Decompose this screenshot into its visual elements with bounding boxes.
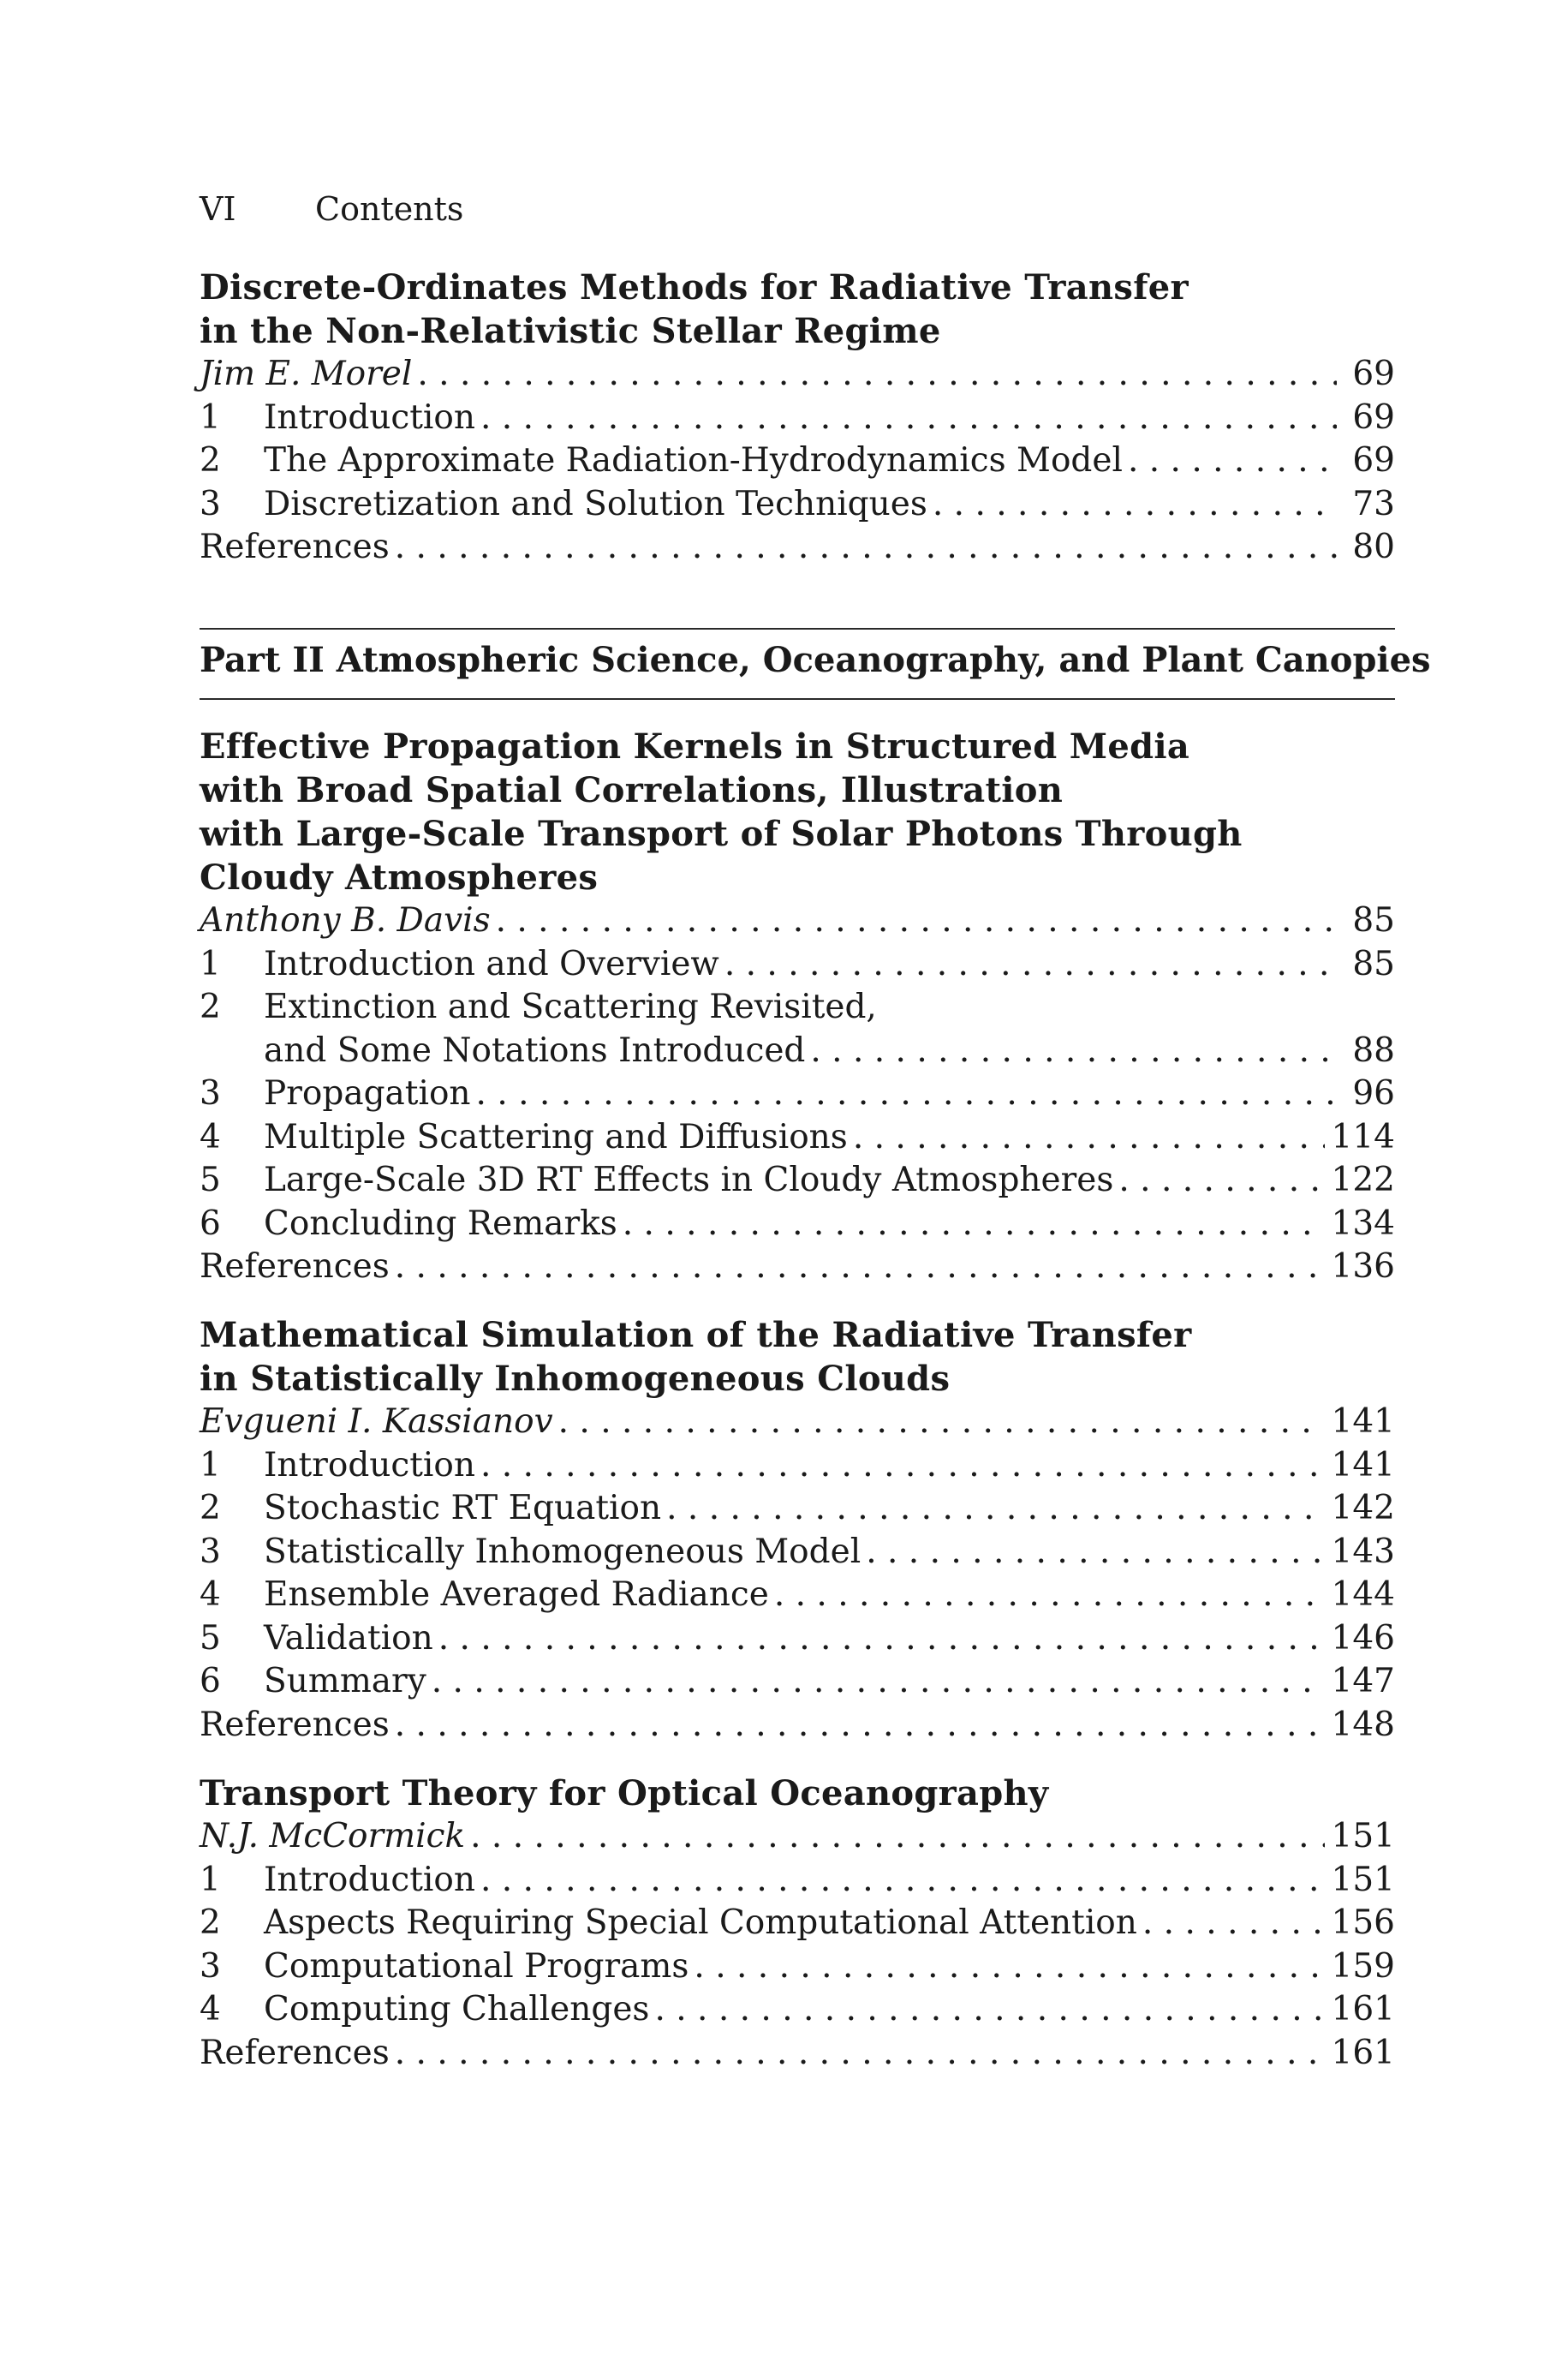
page-ref: 148 (1331, 1705, 1395, 1744)
leader-dots (866, 1531, 1324, 1574)
section-number: 6 (200, 1662, 221, 1700)
section-number: 3 (200, 1074, 221, 1113)
toc-chapter-kassianov (200, 1313, 1395, 1747)
section-title: Introduction (264, 1445, 475, 1485)
section-title: Propagation (264, 1074, 471, 1113)
leader-dots (774, 1574, 1325, 1617)
leader-dots (480, 1444, 1325, 1488)
section-title: Ensemble Averaged Radiance (264, 1575, 769, 1614)
chapter-title: Mathematical Simulation of the Radiative Transfer (200, 1315, 1192, 1355)
author-name: N.J. McCormick (200, 1817, 466, 1855)
toc-entry[interactable] (200, 1902, 1395, 1945)
section-number: 3 (200, 484, 221, 523)
running-head (200, 188, 463, 230)
references-label: References (200, 1705, 390, 1744)
section-number: 4 (200, 1990, 221, 2028)
page-ref: 136 (1331, 1247, 1395, 1286)
running-title: Contents (315, 190, 464, 228)
section-number: 4 (200, 1117, 221, 1156)
chapter-title: Discrete-Ordinates Methods for Radiative Transfer (200, 267, 1189, 308)
page-ref: 88 (1352, 1031, 1395, 1070)
page-ref: 69 (1352, 355, 1395, 393)
references-label: References (200, 1247, 390, 1286)
page-ref: 147 (1331, 1662, 1395, 1700)
page-number: VI (200, 190, 236, 228)
leader-dots (480, 397, 1337, 440)
toc-entry[interactable] (200, 1444, 1395, 1488)
chapter-title: in the Non-Relativistic Stellar Regime (200, 311, 941, 351)
page-ref: 69 (1352, 441, 1395, 480)
toc-entry[interactable] (200, 1988, 1395, 2032)
page-ref: 159 (1331, 1946, 1395, 1986)
author-line[interactable] (200, 1815, 1395, 1859)
toc-chapter-morel (200, 266, 1395, 570)
leader-dots (496, 899, 1337, 943)
page-ref: 134 (1331, 1204, 1395, 1243)
page-ref: 156 (1331, 1903, 1395, 1942)
toc-entry[interactable] (200, 439, 1395, 483)
toc-entry[interactable] (200, 986, 1395, 1030)
chapter-title: Cloudy Atmospheres (200, 857, 599, 898)
section-number: 3 (200, 1532, 221, 1571)
leader-dots (432, 1660, 1325, 1704)
leader-dots (654, 1988, 1324, 2032)
section-title: Computing Challenges (264, 1990, 650, 2028)
chapter-title: Transport Theory for Optical Oceanography (200, 1773, 1049, 1813)
toc-entry[interactable] (200, 1203, 1395, 1246)
references-label: References (200, 2033, 390, 2072)
toc-entry-references[interactable] (200, 1704, 1395, 1748)
section-number: 1 (200, 1860, 221, 1899)
page-ref: 85 (1352, 901, 1395, 940)
chapter-title: Effective Propagation Kernels in Structured Media (200, 726, 1190, 767)
toc-entry[interactable] (200, 1945, 1395, 1989)
toc-entry[interactable] (200, 943, 1395, 987)
section-number: 4 (200, 1575, 221, 1614)
toc-entry[interactable] (200, 1531, 1395, 1574)
part-rule-bottom (200, 698, 1395, 700)
page-ref: 151 (1331, 1860, 1395, 1899)
page-ref: 141 (1331, 1445, 1395, 1485)
toc-chapter-mccormick (200, 1772, 1395, 2075)
leader-dots (1128, 439, 1337, 483)
toc-entry[interactable] (200, 1116, 1395, 1160)
page-ref: 146 (1331, 1618, 1395, 1658)
leader-dots (810, 1030, 1337, 1073)
page-ref: 161 (1331, 1990, 1395, 2028)
section-title: Discretization and Solution Techniques (264, 484, 927, 523)
toc-entry[interactable] (200, 1574, 1395, 1617)
chapter-title: with Broad Spatial Correlations, Illustration (200, 770, 1064, 810)
page-ref: 96 (1352, 1074, 1395, 1113)
toc-entry-references[interactable] (200, 526, 1395, 570)
references-label: References (200, 528, 390, 566)
page-ref: 142 (1331, 1489, 1395, 1527)
section-title: Introduction (264, 397, 475, 437)
leader-dots (395, 526, 1337, 570)
leader-dots (558, 1401, 1325, 1444)
section-number: 2 (200, 441, 221, 480)
leader-dots (623, 1203, 1325, 1246)
leader-dots (438, 1617, 1325, 1661)
page-ref: 151 (1331, 1817, 1395, 1855)
author-line[interactable] (200, 1401, 1395, 1444)
author-name: Anthony B. Davis (200, 901, 491, 940)
chapter-title: with Large-Scale Transport of Solar Photons Through (200, 814, 1243, 854)
page-ref: 69 (1352, 397, 1395, 437)
leader-dots (476, 1072, 1337, 1116)
section-title: Introduction and Overview (264, 944, 719, 983)
leader-dots (1118, 1159, 1324, 1203)
section-number: 3 (200, 1946, 221, 1986)
section-number: 5 (200, 1161, 221, 1199)
toc-entry-references[interactable] (200, 2032, 1395, 2076)
section-number: 1 (200, 397, 221, 437)
leader-dots (470, 1815, 1324, 1859)
section-number: 5 (200, 1618, 221, 1658)
section-number: 1 (200, 1445, 221, 1485)
page-ref: 122 (1331, 1161, 1395, 1199)
page-ref: 73 (1352, 484, 1395, 523)
toc-entry[interactable] (200, 1617, 1395, 1661)
toc-entry[interactable] (200, 1660, 1395, 1704)
page-ref: 161 (1331, 2033, 1395, 2072)
section-title: Validation (264, 1618, 433, 1658)
author-name: Evgueni I. Kassianov (200, 1402, 553, 1441)
toc-entry[interactable] (200, 1487, 1395, 1531)
leader-dots (480, 1859, 1325, 1903)
part-heading: Part II Atmospheric Science, Oceanography, and Plant Canopies (200, 640, 1431, 680)
leader-dots (724, 943, 1337, 987)
toc-chapter-davis (200, 725, 1395, 1289)
toc-entry[interactable] (200, 483, 1395, 527)
toc-entry[interactable] (200, 1859, 1395, 1903)
section-title: Extinction and Scattering Revisited, (264, 988, 877, 1026)
page-ref: 114 (1331, 1117, 1395, 1156)
part-rule-top (200, 628, 1395, 630)
toc-entry[interactable] (200, 397, 1395, 440)
chapter-title: in Statistically Inhomogeneous Clouds (200, 1359, 951, 1399)
leader-dots (666, 1487, 1324, 1531)
section-number: 2 (200, 988, 221, 1026)
section-title: Statistically Inhomogeneous Model (264, 1532, 862, 1571)
section-title: Summary (264, 1662, 426, 1700)
page-ref: 143 (1331, 1532, 1395, 1571)
page-ref: 144 (1331, 1575, 1395, 1614)
leader-dots (417, 353, 1337, 397)
toc-entry-references[interactable] (200, 1246, 1395, 1289)
section-number: 2 (200, 1903, 221, 1942)
toc-entry[interactable] (200, 1159, 1395, 1203)
section-number: 6 (200, 1204, 221, 1243)
leader-dots (1142, 1902, 1325, 1945)
section-title: Large-Scale 3D RT Effects in Cloudy Atmospheres (264, 1161, 1114, 1199)
section-title: Aspects Requiring Special Computational Attention (264, 1903, 1137, 1942)
author-line[interactable] (200, 899, 1395, 943)
leader-dots (933, 483, 1337, 527)
author-name: Jim E. Morel (200, 355, 413, 393)
leader-dots (395, 2032, 1325, 2076)
section-number: 1 (200, 944, 221, 983)
leader-dots (853, 1116, 1325, 1160)
toc-entry-continued[interactable] (200, 1030, 1395, 1073)
page-ref: 80 (1352, 528, 1395, 566)
section-title: Introduction (264, 1860, 475, 1899)
section-number: 2 (200, 1489, 221, 1527)
toc-entry[interactable] (200, 1072, 1395, 1116)
page-ref: 85 (1352, 944, 1395, 983)
section-title: Concluding Remarks (264, 1204, 617, 1243)
section-title: Stochastic RT Equation (264, 1489, 662, 1527)
page-ref: 141 (1331, 1402, 1395, 1441)
section-title: Computational Programs (264, 1946, 689, 1986)
leader-dots (395, 1246, 1325, 1289)
section-title: The Approximate Radiation-Hydrodynamics Model (264, 441, 1123, 480)
leader-dots (694, 1945, 1324, 1989)
leader-dots (395, 1704, 1325, 1748)
section-title-continued: and Some Notations Introduced (264, 1031, 806, 1070)
author-line[interactable] (200, 353, 1395, 397)
section-title: Multiple Scattering and Diffusions (264, 1117, 848, 1156)
